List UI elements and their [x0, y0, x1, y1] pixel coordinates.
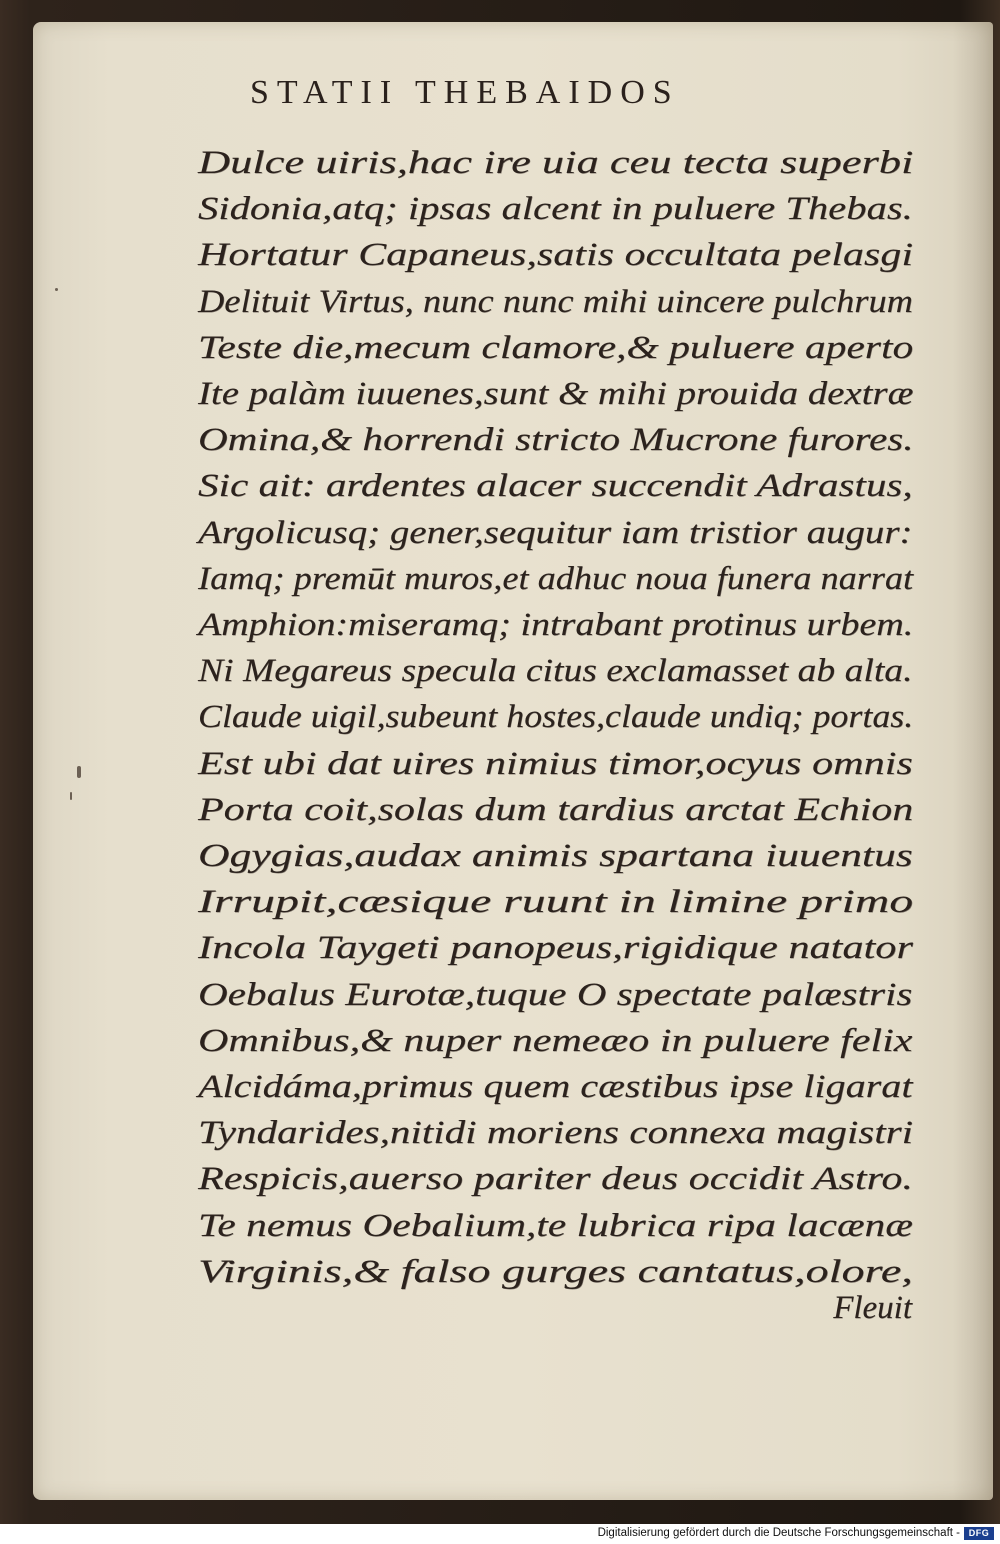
ink-speck — [77, 766, 81, 778]
verse-line: Ni Megareus specula citus exclamasset ab alta. — [198, 653, 913, 690]
verse-line: Respicis,auerso pariter deus occidit Astro. — [198, 1161, 913, 1198]
verse-line: Omina,& horrendi stricto Mucrone furores. — [198, 422, 914, 459]
verse-line: Oebalus Eurotæ,tuque O spectate palæstris — [198, 976, 913, 1013]
verse-line: Te nemus Oebalium,te lubrica ripa lacænæ — [198, 1207, 913, 1244]
verse-line: Irrupit,cæsique ruunt in limine primo — [198, 884, 914, 921]
verse-line: Omnibus,& nuper nemeæo in puluere felix — [198, 1022, 913, 1059]
verse-line: Porta coit,solas dum tardius arctat Echion — [198, 791, 914, 828]
verse-line: Sidonia,atq; ipsas alcent in puluere Thebas. — [198, 191, 913, 228]
verse-line: Delituit Virtus, nunc nunc mihi uincere pulchrum — [198, 283, 913, 320]
verse-line: Hortatur Capaneus,satis occultata pelasgi — [198, 237, 913, 274]
dfg-logo: DFG — [964, 1527, 994, 1540]
funding-credit: Digitalisierung gefördert durch die Deutsche Forschungsgemeinschaft - — [597, 1527, 960, 1539]
verse-line: Ite palàm iuuenes,sunt & mihi prouida dextræ — [198, 376, 914, 413]
verse-text — [198, 140, 918, 1295]
verse-line: Amphion:miseramq; intrabant protinus urbem. — [198, 607, 914, 644]
verse-line: Tyndarides,nitidi moriens connexa magistri — [198, 1115, 914, 1152]
verse-line: Dulce uiris,hac ire uia ceu tecta superbi — [198, 145, 914, 181]
verse-line: Alcidáma,primus quem cæstibus ipse ligarat — [198, 1069, 913, 1106]
verse-line: Sic ait: ardentes alacer succendit Adrastus, — [198, 468, 913, 505]
catchword: Fleuit — [833, 1290, 912, 1326]
verse-line: Est ubi dat uires nimius timor,ocyus omnis — [198, 745, 913, 782]
ink-speck — [70, 792, 72, 800]
verse-line: Claude uigil,subeunt hostes,claude undiq; portas. — [198, 699, 914, 736]
running-head: STATII THEBAIDOS — [250, 74, 680, 111]
verse-line: Incola Taygeti panopeus,rigidique natator — [198, 930, 913, 967]
ink-speck — [55, 288, 58, 291]
digitization-footer — [0, 1524, 1000, 1544]
verse-line: Iamq; premūt muros,et adhuc noua funera narrat — [198, 560, 914, 597]
verse-line: Virginis,& falso gurges cantatus,olore, — [198, 1253, 913, 1290]
verse-line: Ogygias,audax animis spartana iuuentus — [198, 838, 913, 875]
verse-line: Teste die,mecum clamore,& puluere aperto — [198, 329, 914, 366]
verse-line: Argolicusq; gener,sequitur iam tristior augur: — [198, 514, 913, 551]
